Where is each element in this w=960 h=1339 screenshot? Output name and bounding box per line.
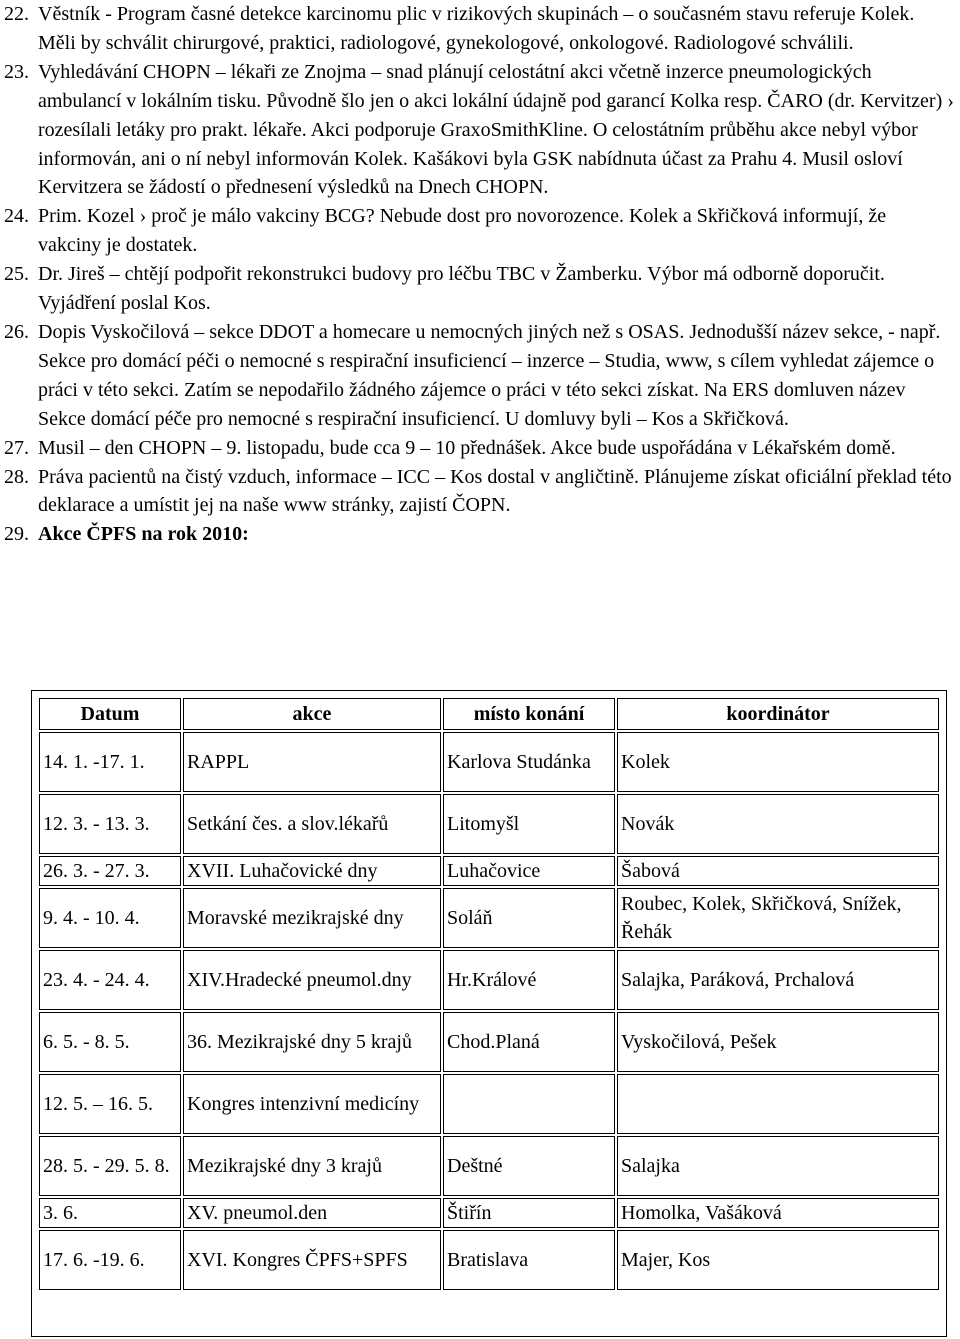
cell-coordinator: Kolek (617, 732, 939, 792)
item-number: 24. (4, 205, 29, 228)
header-akce: akce (183, 698, 441, 730)
cell-event: RAPPL (183, 732, 441, 792)
item-text: Musil – den CHOPN – 9. listopadu, bude cca 9 – 10 přednášek. Akce bude uspořádána v Lékařském domě. (38, 436, 896, 459)
header-datum: Datum (39, 698, 181, 730)
cell-date: 12. 3. - 13. 3. (39, 794, 181, 854)
list-item (4, 520, 954, 549)
item-number: 23. (4, 60, 29, 83)
cell-coordinator: Majer, Kos (617, 1230, 939, 1290)
cell-event: XIV.Hradecké pneumol.dny (183, 950, 441, 1010)
cell-coordinator: Salajka (617, 1136, 939, 1196)
cell-place (443, 1074, 615, 1134)
list-item (4, 58, 954, 203)
cell-place: Soláň (443, 888, 615, 948)
minutes-list (4, 0, 954, 549)
events-table-frame (31, 690, 947, 1337)
cell-event: XVII. Luhačovické dny (183, 856, 441, 886)
table-row (39, 1074, 939, 1134)
cell-event: XV. pneumol.den (183, 1198, 441, 1228)
list-item (4, 0, 954, 58)
table-row (39, 856, 939, 886)
table-row (39, 794, 939, 854)
cell-coordinator: Roubec, Kolek, Skřičková, Snížek, Řehák (617, 888, 939, 948)
list-item (4, 260, 954, 318)
item-number: 29. (4, 523, 29, 546)
cell-event: Moravské mezikrajské dny (183, 888, 441, 948)
cell-date: 3. 6. (39, 1198, 181, 1228)
cell-date: 26. 3. - 27. 3. (39, 856, 181, 886)
list-item (4, 434, 954, 463)
cell-place: Litomyšl (443, 794, 615, 854)
cell-place: Štiřín (443, 1198, 615, 1228)
item-number: 26. (4, 320, 29, 343)
item-number: 28. (4, 465, 29, 488)
table-header-row (39, 698, 939, 730)
list-item (4, 202, 954, 260)
list-item (4, 463, 954, 521)
cell-date: 12. 5. – 16. 5. (39, 1074, 181, 1134)
item-text: Dopis Vyskočilová – sekce DDOT a homecare u nemocných jiných než s OSAS. Jednodušší název sekce, - např. Sekce pro domácí péči o nemocné s respirační insuficiencí – inzerce – Studia, www, s cílem vyhledat zájemce o práci v této sekci. Zatím se nepodařilo žádného zájemce o práci v této sekci získat. Na ERS domluven název Sekce domácí péče pro nemocné s respirační insuficiencí. U domluvy byli – Kos a Skřičková. (38, 320, 941, 430)
cell-coordinator: Šabová (617, 856, 939, 886)
item-text: Práva pacientů na čistý vzduch, informace – ICC – Kos dostal v angličtině. Plánujeme získat oficiální překlad této deklarace a umístit jej na naše www stránky, zajistí ČOPN. (38, 465, 952, 517)
cell-place: Karlova Studánka (443, 732, 615, 792)
table-row (39, 888, 939, 948)
table-row (39, 1198, 939, 1228)
table-row (39, 950, 939, 1010)
cell-place: Chod.Planá (443, 1012, 615, 1072)
table-row (39, 1012, 939, 1072)
item-text: Prim. Kozel › proč je málo vakciny BCG? Nebude dost pro novorozence. Kolek a Skřičková informují, že vakciny je dostatek. (38, 205, 887, 257)
cell-event: XVI. Kongres ČPFS+SPFS (183, 1230, 441, 1290)
table-row (39, 1136, 939, 1196)
header-koordinator: koordinátor (617, 698, 939, 730)
item-number: 27. (4, 436, 29, 459)
events-table (37, 696, 941, 1292)
cell-date: 6. 5. - 8. 5. (39, 1012, 181, 1072)
item-number: 25. (4, 263, 29, 286)
list-item (4, 318, 954, 434)
cell-event: Setkání čes. a slov.lékařů (183, 794, 441, 854)
cell-event: Mezikrajské dny 3 krajů (183, 1136, 441, 1196)
cell-date: 23. 4. - 24. 4. (39, 950, 181, 1010)
item-text: Věstník - Program časné detekce karcinomu plic v rizikových skupinách – o současném stavu referuje Kolek. Měli by schválit chirurgové, praktici, radiologové, gynekologové, onkologové. Radiologové schválili. (38, 3, 915, 54)
cell-event: 36. Mezikrajské dny 5 krajů (183, 1012, 441, 1072)
cell-coordinator: Salajka, Paráková, Prchalová (617, 950, 939, 1010)
table-row (39, 732, 939, 792)
item-text: Vyhledávání CHOPN – lékaři ze Znojma – snad plánují celostátní akci včetně inzerce pneumologických ambulancí v lokálním tisku. Původně šlo jen o akci lokální údajně pod garancí Kolka resp. ČARO (dr. Kervitzer) › rozesílali letáky pro prakt. lékaře. Akci podporuje GraxoSmithKline. O celostátním průběhu akce nebyl výbor informován, ani o ní nebyl informován Kolek. Kašákovi byla GSK nabídnuta účast za Prahu 4. Musil osloví Kervitzera se žádostí o přednesení výsledků na Dnech CHOPN. (38, 60, 954, 199)
cell-date: 17. 6. -19. 6. (39, 1230, 181, 1290)
header-misto: místo konání (443, 698, 615, 730)
cell-date: 28. 5. - 29. 5. 8. (39, 1136, 181, 1196)
table-row (39, 1230, 939, 1290)
item-text: Dr. Jireš – chtějí podpořit rekonstrukci budovy pro léčbu TBC v Žamberku. Výbor má odborně doporučit. Vyjádření poslal Kos. (38, 263, 885, 315)
cell-place: Deštné (443, 1136, 615, 1196)
cell-date: 9. 4. - 10. 4. (39, 888, 181, 948)
cell-coordinator: Novák (617, 794, 939, 854)
cell-coordinator: Vyskočilová, Pešek (617, 1012, 939, 1072)
cell-event: Kongres intenzivní medicíny (183, 1074, 441, 1134)
item-number: 22. (4, 3, 29, 25)
cell-date: 14. 1. -17. 1. (39, 732, 181, 792)
cell-place: Luhačovice (443, 856, 615, 886)
cell-coordinator (617, 1074, 939, 1134)
section-heading: Akce ČPFS na rok 2010: (38, 523, 249, 546)
cell-place: Bratislava (443, 1230, 615, 1290)
cell-place: Hr.Králové (443, 950, 615, 1010)
cell-coordinator: Homolka, Vašáková (617, 1198, 939, 1228)
